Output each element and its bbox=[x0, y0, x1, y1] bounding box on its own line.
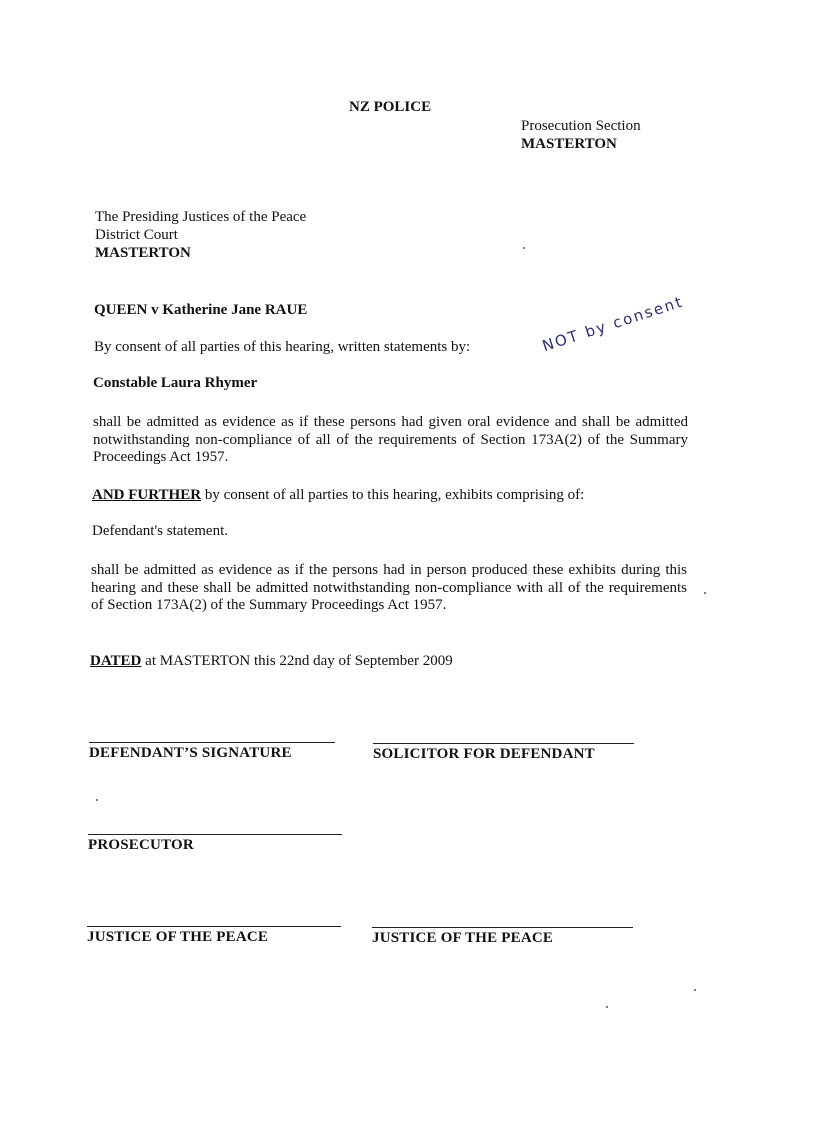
handwritten-note: NOT by consent bbox=[540, 292, 686, 356]
scan-speck bbox=[523, 247, 525, 249]
scan-speck bbox=[96, 799, 98, 801]
and-further-rest: by consent of all parties to this hearing, exhibits comprising of: bbox=[204, 487, 585, 503]
addressee-line1: The Presiding Justices of the Peace bbox=[95, 209, 307, 225]
justice1-signature-line bbox=[87, 926, 341, 927]
paragraph-exhibits: shall be admitted as evidence as if the persons had in person produced these exhibits during this hearing and these shall be admitted notwithstanding non-compliance with all of the requirements of Section 173A(2) of the Summary Proceedings Act 1957. bbox=[91, 562, 687, 613]
paragraph-statements: shall be admitted as evidence as if these persons had given oral evidence and shall be admitted notwithstanding non-compliance of all of the requirements of Section 173A(2) of the Summary Proceedings Act 1957. bbox=[93, 414, 688, 465]
solicitor-signature-label: SOLICITOR FOR DEFENDANT bbox=[373, 746, 595, 762]
scan-speck bbox=[606, 1006, 608, 1008]
header-location: MASTERTON bbox=[521, 136, 617, 152]
and-further-line bbox=[92, 487, 584, 505]
header-org: NZ POLICE bbox=[349, 99, 432, 115]
defendant-signature-line bbox=[89, 742, 335, 743]
case-title: QUEEN v Katherine Jane RAUE bbox=[94, 302, 308, 318]
header-section: Prosecution Section bbox=[521, 118, 641, 134]
justice1-signature-label: JUSTICE OF THE PEACE bbox=[87, 929, 269, 945]
scan-speck bbox=[704, 592, 706, 594]
solicitor-signature-line bbox=[373, 743, 634, 744]
witness-name: Constable Laura Rhymer bbox=[93, 375, 258, 391]
addressee-line2: District Court bbox=[95, 227, 178, 243]
justice2-signature-line bbox=[372, 927, 633, 928]
addressee-line3: MASTERTON bbox=[95, 245, 191, 261]
dated-lead: DATED bbox=[90, 653, 142, 669]
prosecutor-signature-line bbox=[88, 834, 342, 835]
dated-rest: at MASTERTON this 22nd day of September 2009 bbox=[145, 653, 453, 669]
prosecutor-signature-label: PROSECUTOR bbox=[88, 837, 194, 853]
justice2-signature-label: JUSTICE OF THE PEACE bbox=[372, 930, 554, 946]
dated-line bbox=[90, 653, 453, 671]
consent-intro: By consent of all parties of this hearing, written statements by: bbox=[94, 339, 471, 355]
exhibit-item: Defendant's statement. bbox=[92, 523, 228, 539]
defendant-signature-label: DEFENDANT’S SIGNATURE bbox=[89, 745, 292, 761]
and-further-lead: AND FURTHER bbox=[92, 487, 202, 503]
scan-speck bbox=[694, 989, 696, 991]
